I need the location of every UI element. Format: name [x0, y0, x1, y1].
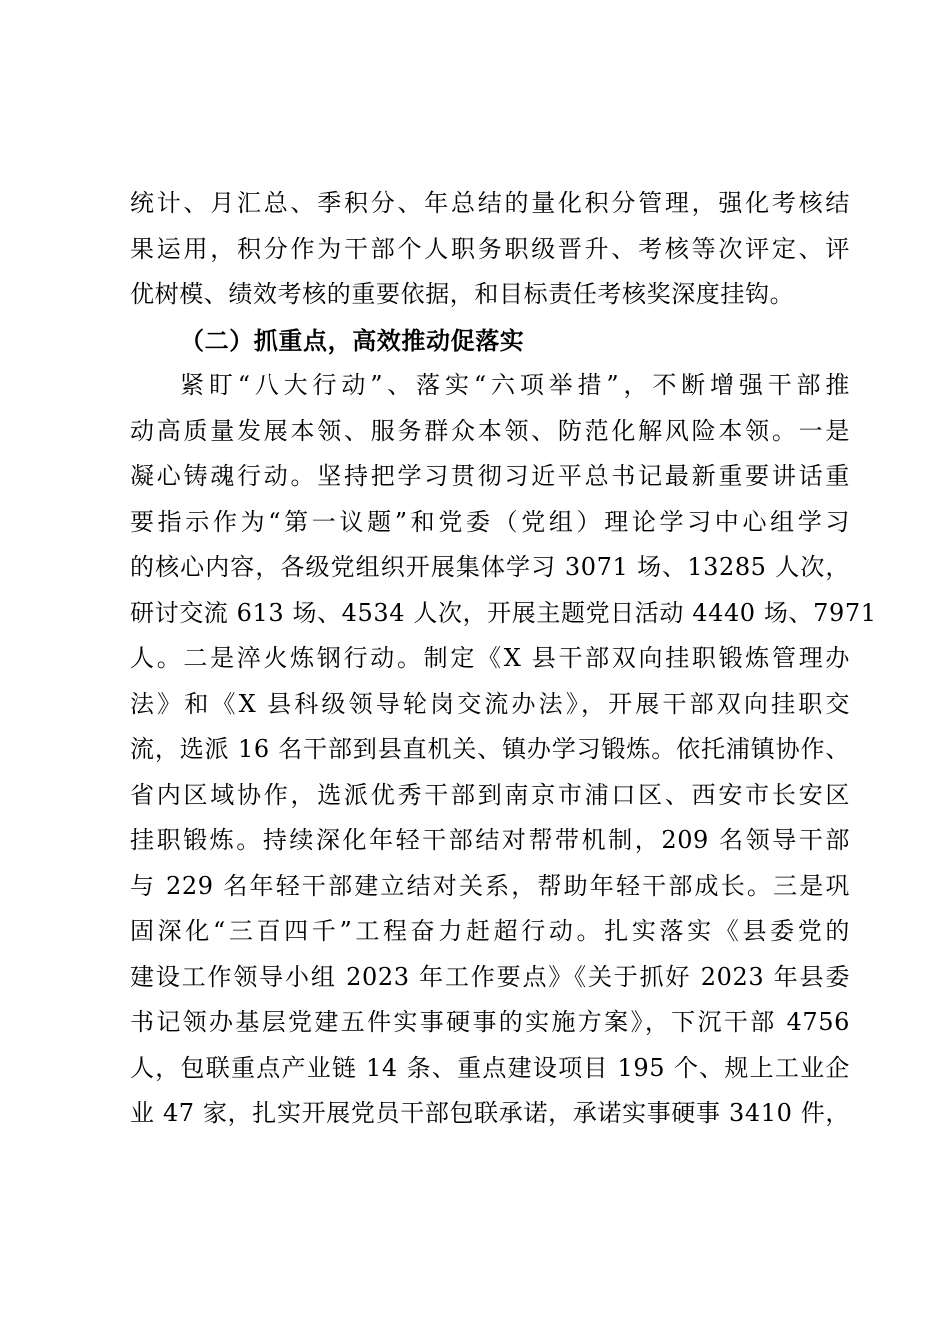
body-line-9: 的核心内容，各级党组织开展集体学习 3071 场、13285 人次，: [130, 553, 850, 581]
body-line-16: 与 229 名年轻干部建立结对关系，帮助年轻干部成长。三是巩: [130, 871, 850, 900]
body-line-15: 挂职锻炼。持续深化年轻干部结对帮带机制，209 名领导干部: [130, 826, 850, 854]
body-line-18: 建设工作领导小组 2023 年工作要点》《关于抓好 2023 年县委: [130, 962, 850, 991]
body-line-5: 紧盯“八大行动”、落实“六项举措”，不断增强干部推: [180, 371, 850, 399]
body-line-12: 法》和《X 县科级领导轮岗交流办法》，开展干部双向挂职交: [130, 689, 850, 718]
body-line-7: 凝心铸魂行动。坚持把学习贯彻习近平总书记最新重要讲话重: [130, 462, 850, 490]
body-line-8: 要指示作为“第一议题”和党委（党组）理论学习中心组学习: [130, 507, 850, 536]
document-body: [130, 181, 877, 1137]
body-line-3: 优树模、绩效考核的重要依据，和目标责任考核奖深度挂钩。: [130, 280, 795, 308]
body-line-14: 省内区域协作，选派优秀干部到南京市浦口区、西安市长安区: [130, 780, 850, 809]
body-line-1: 统计、月汇总、季积分、年总结的量化积分管理，强化考核结: [130, 189, 850, 217]
body-line-13: 流，选派 16 名干部到县直机关、镇办学习锻炼。依托浦镇协作、: [130, 735, 850, 763]
body-line-17: 固深化“三百四千”工程奋力赶超行动。扎实落实《县委党的: [130, 917, 850, 945]
body-line-6: 动高质量发展本领、服务群众本领、防范化解风险本领。一是: [130, 416, 850, 445]
body-line-2: 果运用，积分作为干部个人职务职级晋升、考核等次评定、评: [130, 234, 850, 263]
body-line-11: 人。二是淬火炼钢行动。制定《X 县干部双向挂职锻炼管理办: [130, 644, 850, 672]
body-line-10: 研讨交流 613 场、4534 人次，开展主题党日活动 4440 场、7971: [130, 598, 877, 627]
body-line-19: 书记领办基层党建五件实事硬事的实施方案》，下沉干部 4756: [130, 1008, 850, 1036]
body-line-20: 人，包联重点产业链 14 条、重点建设项目 195 个、规上工业企: [130, 1053, 850, 1082]
section-heading: （二）抓重点，高效推动促落实: [180, 325, 525, 355]
body-line-21: 业 47 家，扎实开展党员干部包联承诺，承诺实事硬事 3410 件，: [130, 1099, 850, 1127]
